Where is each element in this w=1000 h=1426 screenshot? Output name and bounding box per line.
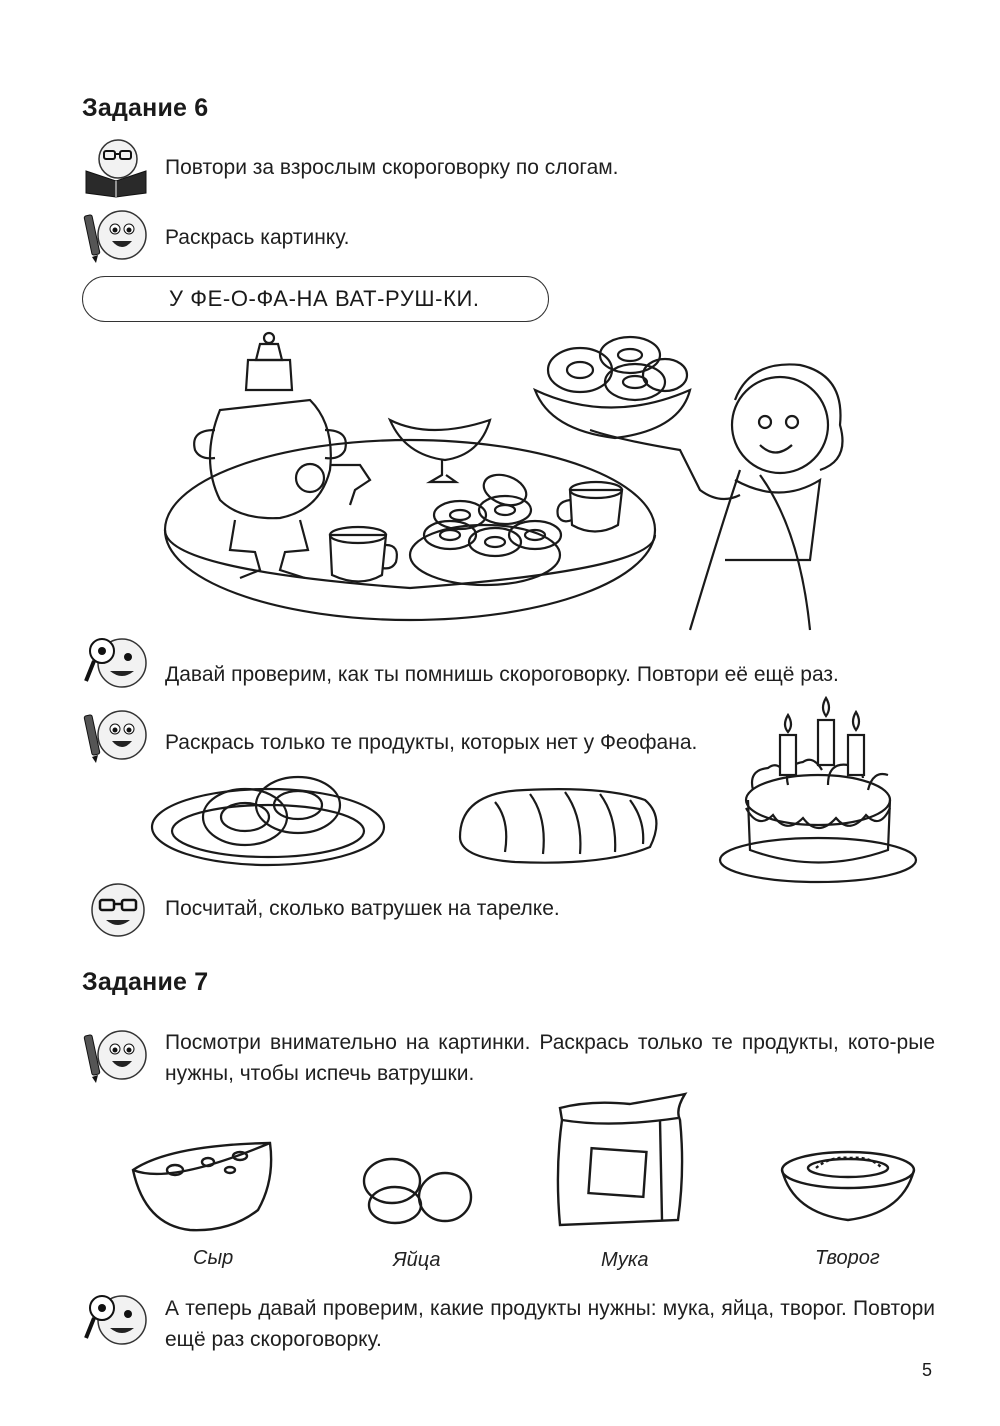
- product-caption: Яйца: [393, 1249, 441, 1271]
- pencil-smiley-icon: [80, 1025, 150, 1085]
- task7-title: Задание 7: [82, 968, 209, 996]
- eggs-image: [360, 1155, 475, 1225]
- instr-repeat: Повтори за взрослым скороговорку по слогам.: [165, 156, 619, 179]
- task6-title: Задание 6: [82, 94, 209, 122]
- tongue-twister-text: У ФЕ-О-ФА-НА ВАТ-РУШ-КИ.: [169, 286, 480, 311]
- tongue-twister-box: [82, 276, 549, 322]
- magnifier-smiley-icon: [80, 1290, 150, 1350]
- instr-color-missing: Раскрась только те продукты, которых нет у Феофана.: [165, 731, 698, 754]
- product-caption: Мука: [601, 1249, 649, 1271]
- pencil-smiley-icon: [80, 205, 150, 265]
- magnifier-smiley-icon: [80, 633, 150, 693]
- feofan-tea-table-illustration: [160, 330, 860, 635]
- page-number: 5: [922, 1360, 933, 1380]
- bread-loaf-image: [455, 782, 660, 867]
- instr-look: Посмотри внимательно на картинки. Раскрась только те продукты, кото-рые нужны, чтобы испечь ватрушки.: [165, 1031, 935, 1085]
- instr-check: Давай проверим, как ты помнишь скороговорку. Повтори её ещё раз.: [165, 663, 839, 686]
- product-caption: Творог: [815, 1247, 880, 1269]
- product-caption: Сыр: [193, 1247, 234, 1269]
- pencil-smiley-icon: [80, 705, 150, 765]
- birthday-cake-image: [718, 690, 918, 890]
- cottage-cheese-bowl-image: [778, 1148, 918, 1223]
- instr-final: А теперь давай проверим, какие продукты нужны: мука, яйца, творог. Повтори ещё раз скороговорку.: [165, 1297, 935, 1351]
- flour-bag-image: [550, 1090, 690, 1230]
- glasses-smiley-icon: [80, 880, 150, 940]
- plate-vatrushki-image: [150, 775, 390, 870]
- instr-color: Раскрась картинку.: [165, 226, 350, 249]
- instr-count: Посчитай, сколько ватрушек на тарелке.: [165, 897, 560, 920]
- cheese-image: [130, 1140, 275, 1235]
- reading-smiley-icon: [80, 137, 150, 197]
